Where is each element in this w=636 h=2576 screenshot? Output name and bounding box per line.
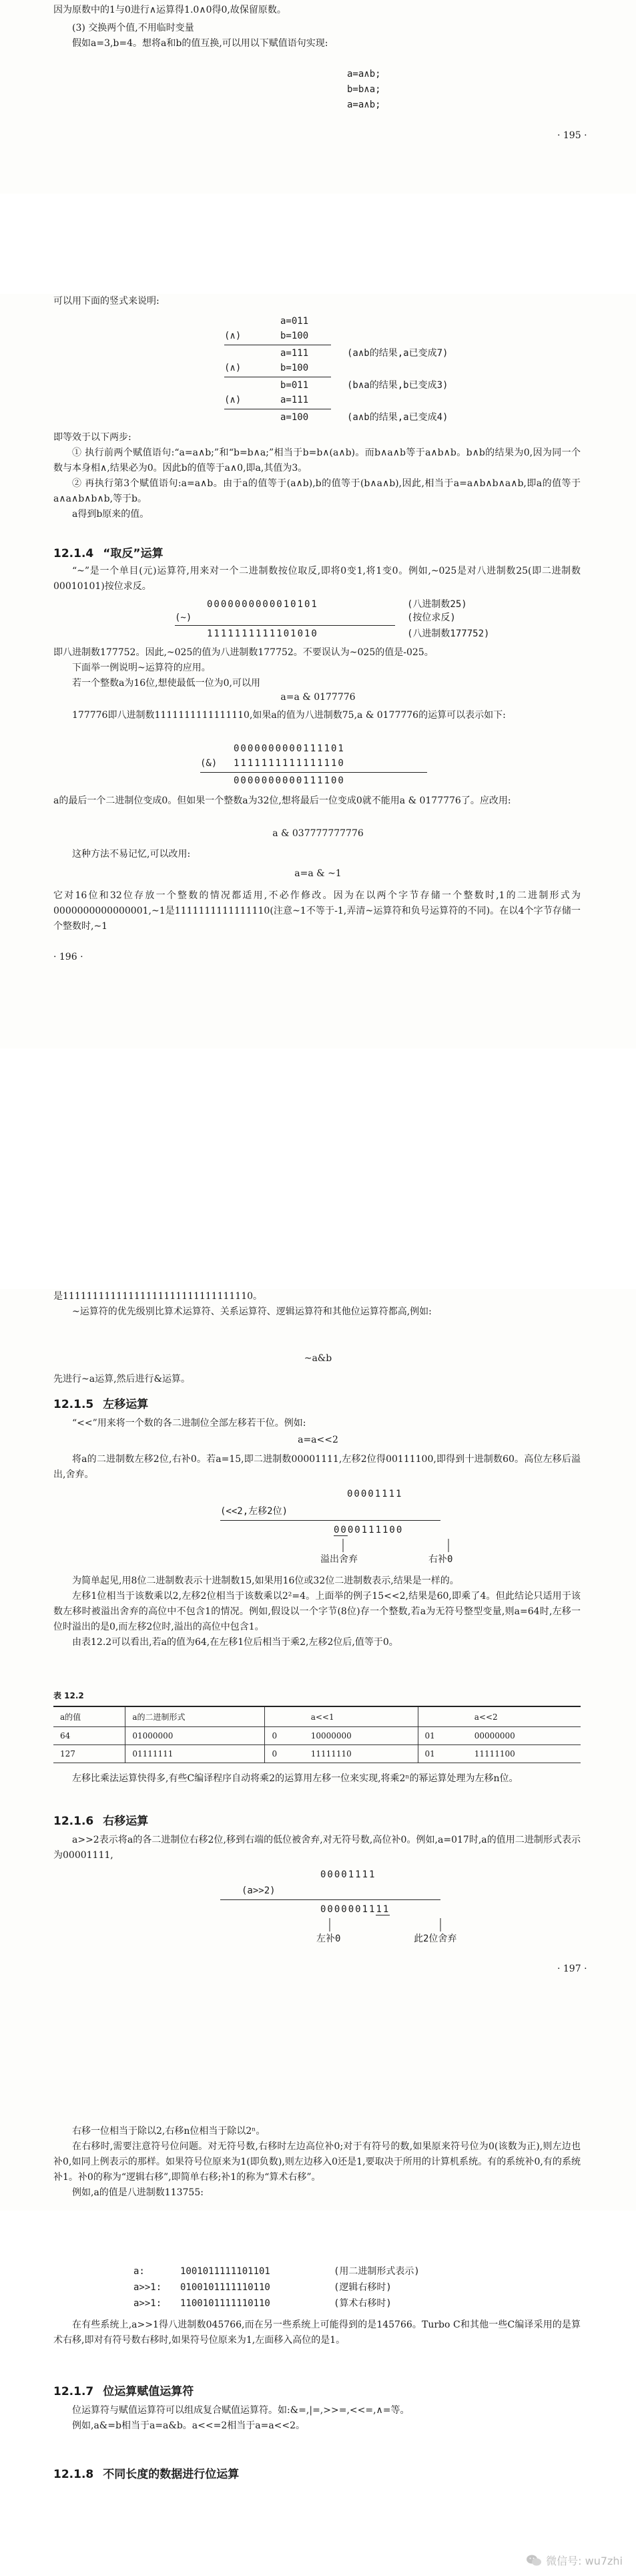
expression: a & 037777777776 (272, 828, 364, 839)
paragraph: ~运算符的优先级别比算术运算符、关系运算符、逻辑运算符和其他位运算符都高,例如: (72, 1306, 432, 1317)
paragraph: 例如,a&=b相当于a=a&b。a<<=2相当于a=a<<2。 (72, 2420, 306, 2431)
paragraph: 可以用下面的竖式来说明: (53, 296, 160, 307)
table-header-row: a的值 a的二进制形式 a<<1 a<<2 (53, 1706, 581, 1727)
paragraph: “~”是一个单目(元)运算符,用来对一个二进制数按位取反,即将0变1,将1变0。例如,~025是对八进制数25(即二进制数00010101)按位求反。 (53, 566, 581, 592)
paragraph: 在右移时,需要注意符号位问题。对无符号数,右移时左边高位补0;对于有符号的数,如果原来符号位为0(该数为正),则左边也补0,如同上例表示的那样。如果符号位原来为1(即负数),则左边移入0还是1,要取决于所用的计算机系统。有的系统补0,有的系统补1。补0的称为“逻辑右移”,即简单右移;补1的称为“算术右移”。 (53, 2141, 581, 2183)
paragraph: ① 执行前两个赋值语句:“a=a∧b;”和“b=b∧a;”相当于b=b∧(a∧b)。而b∧a∧b等于a∧b∧b。b∧b的结果为0,因为同一个数与本身相∧,结果必为0。因此b的值等于a∧0,即a,其值为3。 (53, 447, 581, 474)
sum-rule (175, 625, 395, 626)
paragraph: 177776即八进制数1111111111111110,如果a的值为八进制数75,a & 0177776的运算可以表示如下: (72, 710, 506, 721)
paragraph: 为简单起见,用8位二进制数表示十进制数15,如果用16位或32位二进制数表示,结果是一样的。 (72, 1576, 459, 1586)
paragraph: 位运算符与赋值运算符可以组成复合赋值运算符。如:&=,|=,>>=,<<=,∧=等。 (72, 2405, 410, 2416)
expression: a=a & ~1 (294, 868, 342, 879)
page-195 (0, 0, 636, 194)
sum-rule (220, 1899, 440, 1900)
section-heading: 12.1.5 左移运算 (53, 1398, 149, 1411)
paragraph: 由表12.2可以看出,若a的值为64,在左移1位后相当于乘2,左移2位后,值等于0。 (72, 1637, 398, 1648)
table-row: 127 01111111 0 11111110 01 11111100 (53, 1745, 581, 1763)
sum-rule (220, 1520, 440, 1521)
paragraph: 下面举一例说明~运算符的应用。 (72, 663, 211, 673)
page-number: · 196 · (53, 952, 83, 962)
paragraph: a>>2表示将a的各二进制位右移2位,移到右端的低位被舍弃,对无符号数,高位补0。例如,a=017时,a的值用二进制形式表示为00001111, (53, 1835, 581, 1861)
paragraph: 是11111111111111111111111111111110。 (53, 1291, 263, 1302)
arrow-lines (334, 1539, 460, 1553)
paragraph: 即等效于以下两步: (53, 432, 131, 443)
watermark: 微信号: wu7zhi (526, 2553, 623, 2568)
paragraph: 左移1位相当于该数乘以2,左移2位相当于该数乘以2²=4。上面举的例子15<<2,结果是60,即乘了4。但此结论只适用于该数左移时被溢出舍弃的高位中不包含1的情况。例如,假设以一个字节(8位)存一个整数,若a为无符号整型变量,则a=64时,左移一位时溢出的是0,而左移2位时,溢出的高位中包含1。 (53, 1591, 581, 1632)
text-line: 因为原数中的1与0进行∧运算得1.0∧0得0,故保留原数。 (53, 5, 286, 15)
swap-code: a=a∧b; b=b∧a; a=a∧b; (347, 69, 381, 110)
sum-rule (200, 772, 427, 773)
paragraph: 在有些系统上,a>>1得八进制数045766,而在另一些系统上可能得到的是145766。Turbo C和其他一些C编译采用的是算术右移,即对有符号数右移时,如果符号位原来为1,左面移入高位的是1。 (53, 2320, 581, 2346)
paragraph: 例如,a的值是八进制数113755: (72, 2187, 204, 2198)
paragraph: 左移比乘法运算快得多,有些C编译程序自动将乘2的运算用左移一位来实现,将乘2ⁿ的幂运算处理为左移n位。 (72, 1773, 519, 1784)
wechat-icon (526, 2554, 542, 2567)
paragraph: 右移一位相当于除以2,右移n位相当于除以2ⁿ。 (72, 2126, 266, 2137)
section-heading: 12.1.6 右移运算 (53, 1815, 149, 1828)
section-heading: 12.1.4 “取反”运算 (53, 547, 164, 560)
page-197: 是11111111111111111111111111111110。 ~运算符的优先级别比算术运算符、关系运算符、逻辑运算符和其他位运算符都高,例如: ~a&b 先进行~a运算,然后进行&运算。 12.1.5 左移运算 “<<”用来将一个数的各二进制位全部左移若干位。例如: a=a<<2 将a的二进制数左移2位,右补0。若a=15,即二进制数00001111,左移2位得00111100,即得到十进制数60。高位左移后溢出,舍弃。 00001111 (<<2,左移2位) 0000111100 溢出舍弃 右补0 为简单起见,用8位二进制数表示十进制数15,如果用16位或32位二进制数表示,结果是一样的。 左移1位相当于该数乘以2,左移2位相当于该数乘以2²=4。上面举的例子15<<2,结果是60,即乘了4。但此结论只适用于该数左移时被溢出舍弃的高位中不包含1的情况。例如,假设以一个字节(8位)存一个整数,若a为无符号整型变量,则a=64时,左移一位时溢出的是0,而左移2位时,溢出的高位中包含1。 由表12.2可以看出,若a的值为64,在左移1位后相当于乘2,左移2位后,值等于0。 表 12.2 a的值 a的二进制形式 a<<1 a<<2 64 01000000 0 10000000 01 00000000 127 01111111 0 11111110 01 11111100 左移比乘法运算快得多,有些C编译程序自动将乘2的运算用左移一位来实现,将乘2ⁿ的幂运算处理为左移n位。 12.1.6 右移运算 a>>2表示将a的各二进制位右移2位,移到右端的低位被舍弃,对无符号数,高位补0。例如,a=017时,a的值用二进制形式表示为00001111, 00001111 (a>>2) 0000001111 左补0 此2位舍弃 · 197 · (0, 1289, 636, 2211)
paragraph: 假如a=3,b=4。想将a和b的值互换,可以用以下赋值语句实现: (72, 38, 328, 49)
page-196: 可以用下面的竖式来说明: a=011 (∧) b=100 a=111 (a∧b的结果,a已变成7) (∧) b=100 b=011 (b∧a的结果,b已变成3) (∧) a=111 a=100 (a∧b的结果,a已变成4) 即等效于以下两步: ① 执行前两个赋值语句:“a=a∧b;”和“b=b∧a;”相当于b=b∧(a∧b)。而b∧a∧b等于a∧b∧b。b∧b的结果为0,因为同一个数与本身相∧,结果必为0。因此b的值等于a∧0,即a,其值为3。 ② 再执行第3个赋值语句:a=a∧b。由于a的值等于(a∧b),b的值等于(b∧a∧b),因此,相当于a=a∧b∧b∧a∧b,即a的值等于a∧a∧b∧b∧b,等于b。 a得到b原来的值。 12.1.4 “取反”运算 “~”是一个单目(元)运算符,用来对一个二进制数按位取反,即将0变1,将1变0。例如,~025是对八进制数25(即二进制数00010101)按位求反。 0000000000010101 (八进制数25) (~) (按位求反) 1111111111101010 (八进制数177752) 即八进制数177752。因此,~025的值为八进制数177752。不要误认为~025的值是-025。 下面举一例说明~运算符的应用。 若一个整数a为16位,想使最低一位为0,可以用 a=a & 0177776 177776即八进制数1111111111111110,如果a的值为八进制数75,a & 0177776的运算可以表示如下: 0000000000111101 (&) 1111111111111110 0000000000111100 a的最后一个二进制位变成0。但如果一个整数a为32位,想将最后一位变成0就不能用a & 0177776了。应改用: a & 037777777776 这种方法不易记忆,可以改用: a=a & ~1 它对16位和32位存放一个整数的情况都适用,不必作修改。因为在以两个字节存储一个整数时,1的二进制形式为0000000000000001,~1是1111111111111110(注意~1不等于-1,弄清~运算符和负号运算符的不同)。在以4个字节存储一个整数时,~1 · 196 · (0, 294, 636, 1049)
paragraph: a的最后一个二进制位变成0。但如果一个整数a为32位,想将最后一位变成0就不能用a & 0177776了。应改用: (53, 795, 511, 806)
page-198: 右移一位相当于除以2,右移n位相当于除以2ⁿ。 在右移时,需要注意符号位问题。对无符号数,右移时左边高位补0;对于有符号的数,如果原来符号位为0(该数为正),则左边也补0,如同上例表示的那样。如果符号位原来为1(即负数),则左边移入0还是1,要取决于所用的计算机系统。有的系统补0,有的系统补1。补0的称为“逻辑右移”,即简单右移;补1的称为“算术右移”。 例如,a的值是八进制数113755: a: 1001011111101101 (用二进制形式表示) a>>1: 0100101111110110 (逻辑右移时) a>>1: 1100101111110110 (算术右移时) 在有些系统上,a>>1得八进制数045766,而在另一些系统上可能得到的是145766。Turbo C和其他一些C编译采用的是算术右移,即对有符号数右移时,如果符号位原来为1,左面移入高位的是1。 12.1.7 位运算赋值运算符 位运算符与赋值运算符可以组成复合赋值运算符。如:&=,|=,>>=,<<=,∧=等。 例如,a&=b相当于a=a&b。a<<=2相当于a=a<<2。 12.1.8 不同长度的数据进行位运算 微信号: wu7zhi (0, 2124, 636, 2576)
paragraph: 即八进制数177752。因此,~025的值为八进制数177752。不要误认为~025的值是-025。 (53, 647, 434, 658)
paragraph: ② 再执行第3个赋值语句:a=a∧b。由于a的值等于(a∧b),b的值等于(b∧a∧b),因此,相当于a=a∧b∧b∧a∧b,即a的值等于a∧a∧b∧b∧b,等于b。 (53, 478, 581, 504)
paragraph: 这种方法不易记忆,可以改用: (72, 849, 191, 860)
section-heading: 12.1.8 不同长度的数据进行位运算 (53, 2468, 240, 2481)
paragraph: 先进行~a运算,然后进行&运算。 (53, 1374, 190, 1385)
paragraph: 若一个整数a为16位,想使最低一位为0,可以用 (72, 678, 260, 689)
expression: a=a<<2 (298, 1435, 338, 1445)
page-number: · 197 · (557, 1964, 587, 1974)
page-number: · 195 · (557, 130, 587, 141)
expression: a=a & 0177776 (280, 692, 356, 703)
arrow-lines (320, 1918, 467, 1933)
item-title: (3) 交换两个值,不用临时变量 (72, 23, 194, 33)
table-caption: 表 12.2 (53, 1691, 84, 1700)
table-row: 64 01000000 0 10000000 01 00000000 (53, 1727, 581, 1745)
shift-table (53, 1706, 581, 1763)
expression: ~a&b (304, 1353, 332, 1364)
paragraph: 将a的二进制数左移2位,右补0。若a=15,即二进制数00001111,左移2位得00111100,即得到十进制数60。高位左移后溢出,舍弃。 (53, 1454, 581, 1480)
paragraph: “<<”用来将一个数的各二进制位全部左移若干位。例如: (72, 1418, 306, 1429)
section-heading: 12.1.7 位运算赋值运算符 (53, 2385, 194, 2398)
paragraph: a得到b原来的值。 (72, 509, 149, 520)
paragraph: 它对16位和32位存放一个整数的情况都适用,不必作修改。因为在以两个字节存储一个整数时,1的二进制形式为0000000000000001,~1是1111111111111110(注意~1不等于-1,弄清~运算符和负号运算符的不同)。在以4个字节存储一个整数时,~1 (53, 890, 581, 932)
